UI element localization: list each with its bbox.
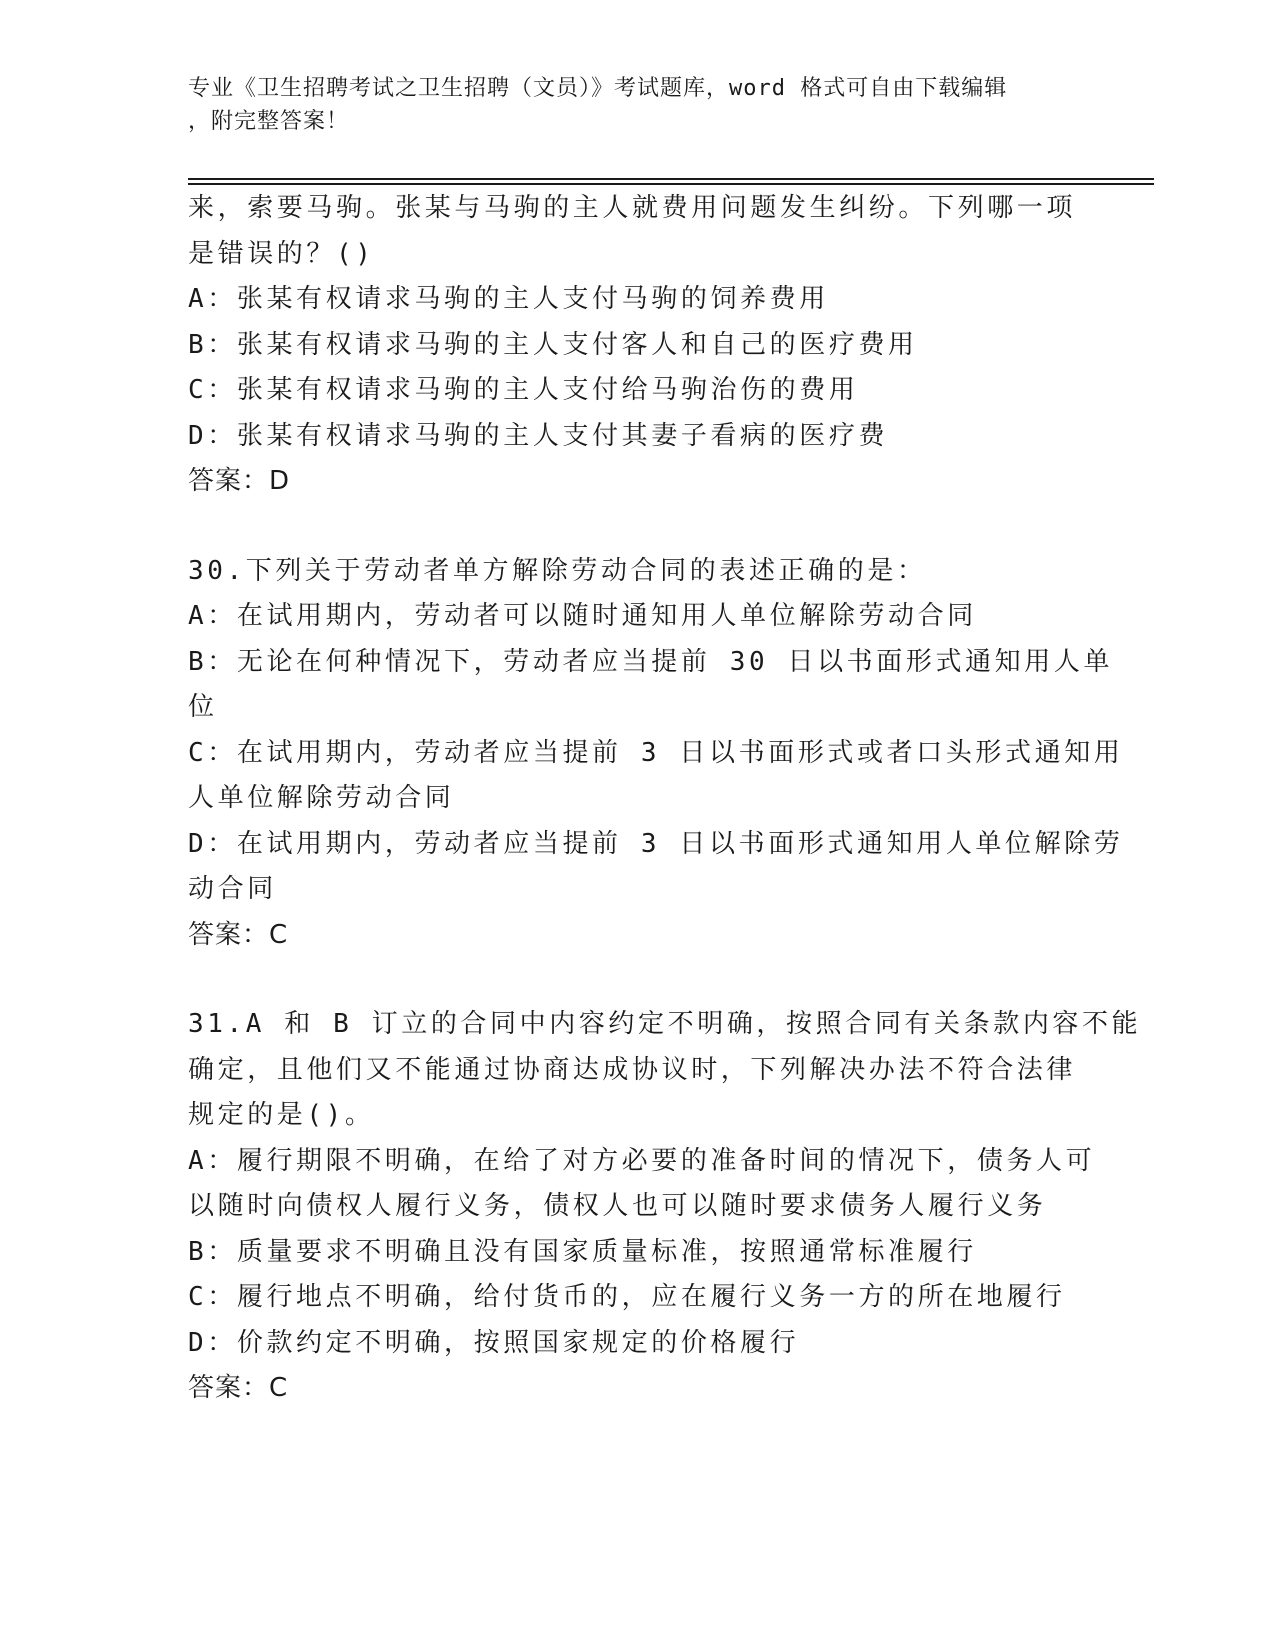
- option-b: B：无论在何种情况下，劳动者应当提前 30 日以书面形式通知用人单: [188, 646, 1114, 677]
- option-d: D：价款约定不明确，按照国家规定的价格履行: [188, 1327, 800, 1358]
- option-c: C：履行地点不明确，给付货币的，应在履行义务一方的所在地履行: [188, 1282, 1066, 1312]
- spacer: [188, 958, 1088, 1002]
- question-list: [188, 186, 1142, 1412]
- spacer: [188, 505, 1088, 549]
- question-stem-line: 规定的是()。: [188, 1100, 375, 1130]
- option-a: A：履行期限不明确，在给了对方必要的准备时间的情况下，债务人可: [188, 1145, 1096, 1176]
- question-29: [188, 186, 1088, 505]
- question-30: [188, 549, 1124, 959]
- option-b: B：张某有权请求马驹的主人支付客人和自己的医疗费用: [188, 329, 918, 360]
- option-d: D：在试用期内，劳动者应当提前 3 日以书面形式通知用人单位解除劳: [188, 828, 1124, 859]
- option-b: B：质量要求不明确且没有国家质量标准，按照通常标准履行: [188, 1236, 977, 1267]
- question-stem-line: 确定，且他们又不能通过协商达成协议时，下列解决办法不符合法律: [188, 1054, 1077, 1085]
- question-31: [188, 1002, 1142, 1412]
- option-a: A：张某有权请求马驹的主人支付马驹的饲养费用: [188, 284, 829, 314]
- document-header: [188, 72, 1068, 138]
- question-stem-line: 31.A 和 B 订立的合同中内容约定不明确，按照合同有关条款内容不能: [188, 1009, 1142, 1039]
- option-d: D：张某有权请求马驹的主人支付其妻子看病的医疗费: [188, 420, 889, 451]
- option-a: A：在试用期内，劳动者可以随时通知用人单位解除劳动合同: [188, 601, 977, 631]
- option-a-cont: 以随时向债权人履行义务，债权人也可以随时要求债务人履行义务: [188, 1191, 1047, 1221]
- answer: 答案：D: [188, 466, 291, 496]
- option-c: C：张某有权请求马驹的主人支付给马驹治伤的费用: [188, 375, 859, 405]
- header-line-2: ，附完整答案！: [188, 109, 350, 134]
- option-d-cont: 动合同: [188, 874, 277, 904]
- header-rule-bottom: [188, 183, 1154, 185]
- option-c-cont: 人单位解除劳动合同: [188, 783, 455, 813]
- option-b-cont: 位: [188, 692, 218, 722]
- header-line-1: 专业《卫生招聘考试之卫生招聘（文员）》考试题库，word 格式可自由下载编辑: [188, 76, 1008, 101]
- question-stem-line: 来，索要马驹。张某与马驹的主人就费用问题发生纠纷。下列哪一项: [188, 193, 1077, 223]
- header-rule-top: [188, 178, 1154, 180]
- question-stem-line: 30.下列关于劳动者单方解除劳动合同的表述正确的是：: [188, 555, 927, 586]
- answer: 答案：C: [188, 1373, 289, 1403]
- question-stem-line: 是错误的？(): [188, 238, 375, 269]
- answer: 答案：C: [188, 919, 289, 950]
- option-c: C：在试用期内，劳动者应当提前 3 日以书面形式或者口头形式通知用: [188, 737, 1124, 768]
